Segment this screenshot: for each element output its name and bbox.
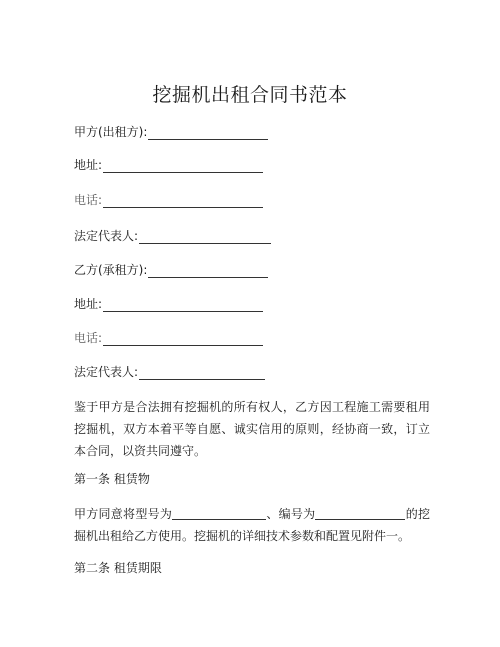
party-b-name-blank bbox=[148, 265, 268, 278]
article-1-text-before: 甲方同意将型号为 bbox=[74, 507, 173, 521]
party-b-name-field bbox=[74, 262, 268, 278]
party-b-address-field bbox=[74, 296, 263, 312]
article-1-text-after: 的挖掘机出租给乙方使用。挖掘机的详细技术参数和配置见附件一。 bbox=[74, 507, 430, 543]
document-title: 挖掘机出租合同书范本 bbox=[152, 84, 348, 106]
party-a-phone-blank bbox=[103, 195, 263, 208]
party-b-phone-blank bbox=[103, 333, 263, 346]
article-2-heading: 第二条 租赁期限 bbox=[74, 561, 162, 575]
party-a-address-blank bbox=[103, 160, 263, 173]
party-a-phone-field bbox=[74, 192, 263, 208]
party-a-name-field bbox=[74, 124, 268, 140]
party-b-rep-label: 法定代表人: bbox=[74, 365, 139, 379]
party-b-address-label: 地址: bbox=[74, 297, 103, 311]
article-1-text-mid: 、编号为 bbox=[266, 507, 316, 521]
article-1-heading: 第一条 租赁物 bbox=[74, 472, 150, 486]
party-a-address-field bbox=[74, 157, 263, 173]
party-b-address-blank bbox=[103, 299, 263, 312]
party-a-name-blank bbox=[148, 127, 268, 140]
party-b-phone-label: 电话: bbox=[74, 331, 103, 345]
party-a-rep-field bbox=[74, 228, 271, 244]
party-b-name-label: 乙方(承租方): bbox=[74, 263, 148, 277]
serial-number-blank bbox=[315, 507, 405, 520]
intro-paragraph: 鉴于甲方是合法拥有挖掘机的所有权人，乙方因工程施工需要租用挖掘机，双方本着平等自愿、诚实信用的原则，经协商一致，订立本合同，以资共同遵守。 bbox=[74, 400, 430, 458]
party-a-rep-label: 法定代表人: bbox=[74, 229, 139, 243]
party-a-name-label: 甲方(出租方): bbox=[74, 125, 148, 139]
party-b-phone-field bbox=[74, 330, 263, 346]
party-a-address-label: 地址: bbox=[74, 158, 103, 172]
party-a-phone-label: 电话: bbox=[74, 193, 103, 207]
party-a-rep-blank bbox=[139, 231, 271, 244]
party-b-rep-blank bbox=[139, 367, 265, 380]
party-b-rep-field bbox=[74, 364, 265, 380]
article-1-paragraph bbox=[74, 503, 430, 547]
model-number-blank bbox=[172, 507, 266, 520]
